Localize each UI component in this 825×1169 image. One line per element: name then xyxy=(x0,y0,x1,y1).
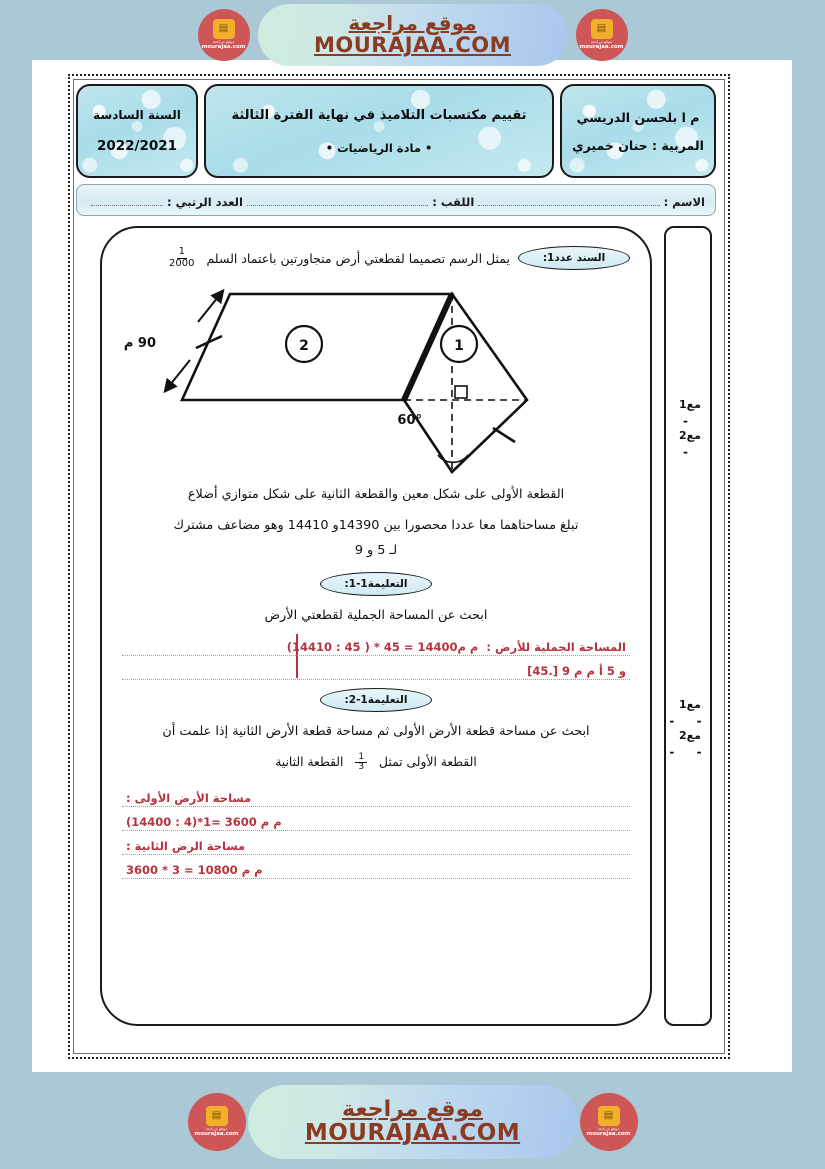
exercise-content xyxy=(100,226,652,1026)
task1-tag-holder xyxy=(122,572,630,596)
exam-title: تقييم مكتسبات التلاميذ في نهاية الفترة الثالثة xyxy=(231,107,527,123)
teacher-name: المربية : حنان خميري xyxy=(572,137,704,153)
figure-svg xyxy=(122,272,630,477)
answer-line[interactable] xyxy=(122,783,630,807)
criteria-group-1 xyxy=(666,398,714,460)
logo-arabic-text: موقع مراجعة xyxy=(212,39,235,45)
logo-domain-text: mourajaa.com xyxy=(586,1131,631,1138)
page-frame xyxy=(68,74,730,1059)
criteria-marks-c2[interactable]: - xyxy=(683,444,697,459)
logo-domain-text: mourajaa.com xyxy=(579,44,624,51)
header-level-box xyxy=(76,84,198,178)
answer-line[interactable] xyxy=(122,855,630,879)
book-icon: ▤ xyxy=(591,19,613,39)
task2-instruction-before: القطعة الأولى تمثل xyxy=(379,755,477,770)
answer-label: المساحة الجملية للأرض : xyxy=(486,640,626,655)
surname-label: اللقب : xyxy=(432,195,475,209)
scale-numerator: 1 xyxy=(178,246,185,257)
angle-label: 60° xyxy=(397,413,422,428)
task2-fraction-denominator: 3 xyxy=(358,762,365,773)
task2-fraction-numerator: 1 xyxy=(355,753,367,763)
watermark-domain-text: MOURAJAA.COM xyxy=(304,1120,521,1147)
criteria-label-c1: مع1 xyxy=(679,698,701,711)
task2-instruction-2 xyxy=(122,750,630,775)
logo-arabic-text: موقع مراجعة xyxy=(590,39,613,45)
site-logo-right xyxy=(580,1093,638,1151)
book-icon: ▤ xyxy=(206,1106,228,1126)
task2-instruction-after: القطعة الثانية xyxy=(275,755,344,770)
school-year: 2022/2021 xyxy=(96,138,178,154)
task2-tag: التعليمة1-2: xyxy=(320,688,432,712)
answer-line[interactable] xyxy=(122,831,630,855)
watermark-arabic-text: موقع مراجعة xyxy=(342,1097,483,1123)
answer-work: 3600 * 3 = 10800 م م xyxy=(126,863,263,878)
answer-label: [45.] 9 و 5 أ م م xyxy=(527,664,626,679)
watermark-arabic-text: موقع مراجعة xyxy=(348,11,477,36)
shape2-label: 2 xyxy=(299,338,309,354)
geometry-figure xyxy=(122,272,630,477)
source-line xyxy=(122,246,630,270)
tick-mark-rhombus xyxy=(493,428,515,442)
dimension-arrow-down xyxy=(166,360,190,390)
header-school-box xyxy=(560,84,716,178)
answer-label: مساحة الرض الثانية : xyxy=(126,839,246,854)
name-input[interactable] xyxy=(478,204,659,206)
watermark-pill xyxy=(201,4,624,66)
statement-line-2: تبلغ مساحتاهما معا عددا محصورا بين 14390و 14410 وهو مضاعف مشترك xyxy=(173,517,579,533)
criteria-label-c2: مع2 xyxy=(679,729,701,743)
source-tag: السند عدد1: xyxy=(518,246,630,270)
answer-work: (14400 : 4)*1= 3600 م م xyxy=(126,815,282,830)
watermark-pill xyxy=(194,1085,631,1159)
answer-line[interactable] xyxy=(122,807,630,831)
school-name: م ا بلحسن الدريسي xyxy=(576,109,700,125)
header-title-box xyxy=(204,84,554,178)
logo-domain-text: mourajaa.com xyxy=(194,1131,239,1138)
logo-domain-text: mourajaa.com xyxy=(201,44,246,51)
watermark-banner-bottom xyxy=(0,1083,825,1161)
statement-line-3: لـ 5 و 9 xyxy=(354,542,398,558)
task2-fraction xyxy=(355,753,367,772)
criteria-marks-c1[interactable]: - - xyxy=(669,713,711,728)
book-icon: ▤ xyxy=(598,1106,620,1126)
header-row xyxy=(76,84,716,178)
answer-line[interactable] xyxy=(122,632,630,656)
criteria-marks-c2[interactable]: - - xyxy=(669,744,711,759)
task1-answer-area[interactable] xyxy=(122,632,630,680)
book-icon: ▤ xyxy=(213,19,235,39)
side-length-label: 90 م xyxy=(123,336,156,351)
answer-line[interactable] xyxy=(122,656,630,680)
task2-tag-holder xyxy=(122,688,630,712)
exam-subject: • مادة الرياضيات • xyxy=(325,140,433,155)
name-label: الاسم : xyxy=(663,195,705,209)
answer-label: مساحة الأرض الأولى : xyxy=(126,791,252,806)
task1-instruction: ابحث عن المساحة الجملية لقطعتي الأرض xyxy=(264,607,488,623)
criteria-label-c1: مع1 xyxy=(679,398,701,411)
school-level: السنة السادسة xyxy=(93,108,181,122)
criteria-marks-c1[interactable]: - xyxy=(683,413,697,428)
logo-arabic-text: موقع مراجعة xyxy=(205,1126,228,1132)
criteria-label-c2: مع2 xyxy=(679,429,701,443)
shape1-label: 1 xyxy=(454,338,464,354)
scale-denominator: 2000 xyxy=(169,257,195,269)
site-logo-left xyxy=(188,1093,246,1151)
student-identity-row xyxy=(76,184,716,216)
answer-work: (14410 : 45 ) * 45 = 14400م م xyxy=(286,640,479,655)
logo-arabic-text: موقع مراجعة xyxy=(597,1126,620,1132)
statement-line-1: القطعة الأولى على شكل معين والقطعة الثانية على شكل متوازي أضلاع xyxy=(187,487,565,502)
watermark-domain-text: MOURAJAA.COM xyxy=(313,33,512,58)
rank-input[interactable] xyxy=(91,204,163,206)
task1-tag: التعليمة1-1: xyxy=(320,572,432,596)
surname-input[interactable] xyxy=(247,204,428,206)
rank-label: العدد الرتبي : xyxy=(166,195,243,209)
task2-instruction: ابحث عن مساحة قطعة الأرض الأولى ثم مساحة قطعة الأرض الثانية إذا علمت أن xyxy=(162,724,590,740)
site-logo-left xyxy=(198,9,250,61)
source-text: يمثل الرسم تصميما لقطعتي أرض متجاورتين باعتماد السلم xyxy=(206,250,510,266)
task2-answer-area[interactable] xyxy=(122,783,630,879)
site-logo-right xyxy=(576,9,628,61)
scale-fraction xyxy=(167,247,196,269)
criteria-group-2 xyxy=(666,698,714,760)
exam-sheet xyxy=(32,60,792,1072)
criteria-sidebar xyxy=(664,226,712,1026)
